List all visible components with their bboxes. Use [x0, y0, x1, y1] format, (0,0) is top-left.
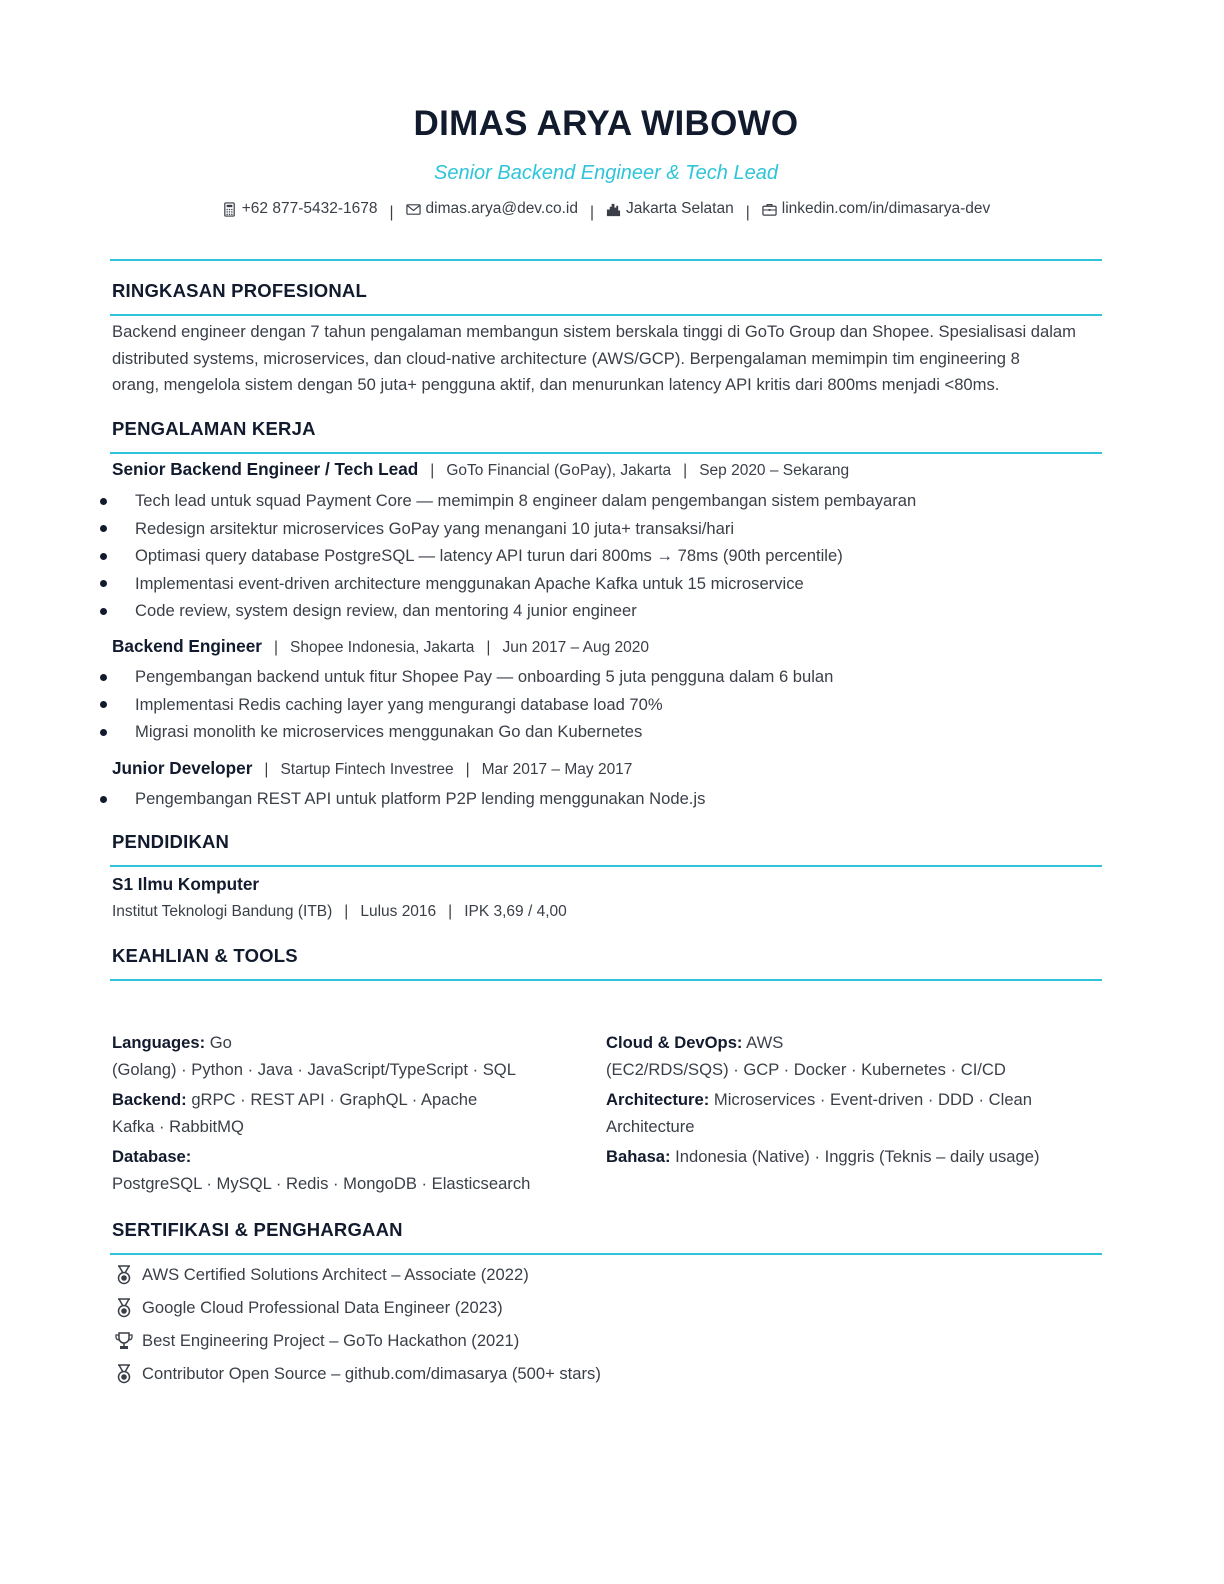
skill-cloud-devops: Cloud & DevOps: AWS (EC2/RDS/SQS) · GCP · Docker · Kubernetes · CI/CD: [606, 1033, 1006, 1079]
job-title: Backend Engineer: [112, 636, 262, 656]
education-degree: S1 Ilmu Komputer: [112, 874, 260, 894]
medal-icon: [114, 1265, 134, 1285]
skill-database: Database: PostgreSQL · MySQL · Redis · MongoDB · Elasticsearch: [112, 1147, 531, 1193]
contact-phone-text: +62 877-5432-1678: [241, 200, 378, 217]
job-period: Jun 2017 – Aug 2020: [502, 639, 649, 656]
contact-separator: |: [389, 203, 394, 221]
job-company: Shopee Indonesia, Jakarta: [290, 639, 475, 656]
list-item: Contributor Open Source – github.com/dimasarya (500+ stars): [114, 1357, 601, 1390]
list-item: Implementasi Redis caching layer yang mengurangi database load 70%: [100, 691, 1100, 719]
trophy-icon: [114, 1331, 134, 1351]
candidate-name: DIMAS ARYA WIBOWO: [413, 104, 799, 143]
summary-heading: RINGKASAN PROFESIONAL: [112, 280, 367, 301]
job-period: Sep 2020 – Sekarang: [699, 462, 850, 479]
contact-location: [606, 200, 734, 218]
contact-email[interactable]: [406, 200, 578, 218]
education-heading: PENDIDIKAN: [112, 831, 230, 852]
education-details: Institut Teknologi Bandung (ITB) | Lulus 2016 | IPK 3,69 / 4,00: [112, 903, 567, 920]
job-bullets: [100, 663, 1100, 746]
briefcase-icon: [762, 202, 777, 217]
certifications-divider: [110, 1253, 1102, 1255]
summary-divider: [110, 314, 1102, 316]
skill-architecture: Architecture: Microservices · Event-driven · DDD · Clean Architecture: [606, 1090, 1033, 1136]
skill-backend: Backend: gRPC · REST API · GraphQL · Apache Kafka · RabbitMQ: [112, 1090, 478, 1136]
list-item: Migrasi monolith ke microservices menggunakan Go dan Kubernetes: [100, 718, 1100, 746]
education-school: Institut Teknologi Bandung (ITB): [112, 903, 333, 920]
list-item: Optimasi query database PostgreSQL — latency API turun dari 800ms → 78ms (90th percentile): [100, 542, 1100, 570]
contact-location-text: Jakarta Selatan: [626, 200, 734, 217]
job-title-subtitle: Senior Backend Engineer & Tech Lead: [434, 162, 778, 184]
job-period: Mar 2017 – May 2017: [481, 761, 633, 778]
contact-separator: |: [745, 203, 750, 221]
skill-languages: Languages: Go (Golang) · Python · Java · JavaScript/TypeScript · SQL: [112, 1033, 516, 1079]
list-item: Implementasi event-driven architecture menggunakan Apache Kafka untuk 15 microservice: [100, 570, 1100, 598]
job-bullets: [100, 785, 1100, 813]
skill-languages-spoken: Bahasa: Indonesia (Native) · Inggris (Teknis – daily usage): [606, 1147, 1040, 1166]
education-gpa: IPK 3,69 / 4,00: [464, 903, 567, 920]
job-bullets: [100, 487, 1100, 625]
skills-divider: [110, 979, 1102, 981]
list-item: Tech lead untuk squad Payment Core — memimpin 8 engineer dalam pengembangan sistem pembayaran: [100, 487, 1100, 515]
medal-icon: [114, 1364, 134, 1384]
education-graduation: Lulus 2016: [360, 903, 437, 920]
job-company: Startup Fintech Investree: [280, 761, 454, 778]
certifications-list: [114, 1258, 601, 1390]
skills-heading: KEAHLIAN & TOOLS: [112, 945, 298, 966]
mail-icon: [406, 202, 421, 217]
summary-line: orang, mengelola sistem dengan 50 juta+ pengguna aktif, dan menurunkan latency API kritis dari 800ms menjadi <80ms.: [112, 375, 1000, 394]
contact-separator: |: [589, 203, 594, 221]
contact-phone: [222, 200, 378, 218]
city-icon: [606, 202, 621, 217]
summary-line: Backend engineer dengan 7 tahun pengalaman membangun sistem berskala tinggi di GoTo Group dan Shopee. Spesialisasi dalam: [112, 322, 1076, 341]
summary-text: [112, 319, 1104, 399]
certifications-heading: SERTIFIKASI & PENGHARGAAN: [112, 1219, 403, 1240]
list-item: Best Engineering Project – GoTo Hackathon (2021): [114, 1324, 601, 1357]
summary-line: distributed systems, microservices, dan cloud-native architecture (AWS/GCP). Berpengalaman memimpin tim engineering 8: [112, 348, 1020, 368]
list-item: AWS Certified Solutions Architect – Associate (2022): [114, 1258, 601, 1291]
contact-email-text[interactable]: dimas.arya@dev.co.id: [425, 200, 578, 217]
list-item: Redesign arsitektur microservices GoPay yang menangani 10 juta+ transaksi/hari: [100, 515, 1100, 543]
job-header: Backend Engineer | Shopee Indonesia, Jakarta | Jun 2017 – Aug 2020: [112, 636, 649, 656]
contact-linkedin-text[interactable]: linkedin.com/in/dimasarya-dev: [781, 200, 991, 217]
list-item: Pengembangan REST API untuk platform P2P lending menggunakan Node.js: [100, 785, 1100, 813]
job-header: Junior Developer | Startup Fintech Investree | Mar 2017 – May 2017: [112, 758, 633, 778]
job-header: Senior Backend Engineer / Tech Lead | GoTo Financial (GoPay), Jakarta | Sep 2020 – Sekarang: [112, 459, 850, 479]
education-divider: [110, 865, 1102, 867]
header-divider: [110, 259, 1102, 261]
list-item: Pengembangan backend untuk fitur Shopee Pay — onboarding 5 juta pengguna dalam 6 bulan: [100, 663, 1100, 691]
experience-heading: PENGALAMAN KERJA: [112, 418, 316, 439]
experience-divider: [110, 452, 1102, 454]
contact-linkedin[interactable]: [762, 200, 990, 218]
job-title: Senior Backend Engineer / Tech Lead: [112, 459, 419, 479]
medal-icon: [114, 1298, 134, 1318]
job-title: Junior Developer: [112, 758, 253, 778]
list-item: Google Cloud Professional Data Engineer (2023): [114, 1291, 601, 1324]
contact-line: [0, 200, 1212, 222]
phone-icon: [222, 202, 237, 217]
list-item: Code review, system design review, dan mentoring 4 junior engineer: [100, 597, 1100, 625]
job-company: GoTo Financial (GoPay), Jakarta: [446, 462, 672, 479]
